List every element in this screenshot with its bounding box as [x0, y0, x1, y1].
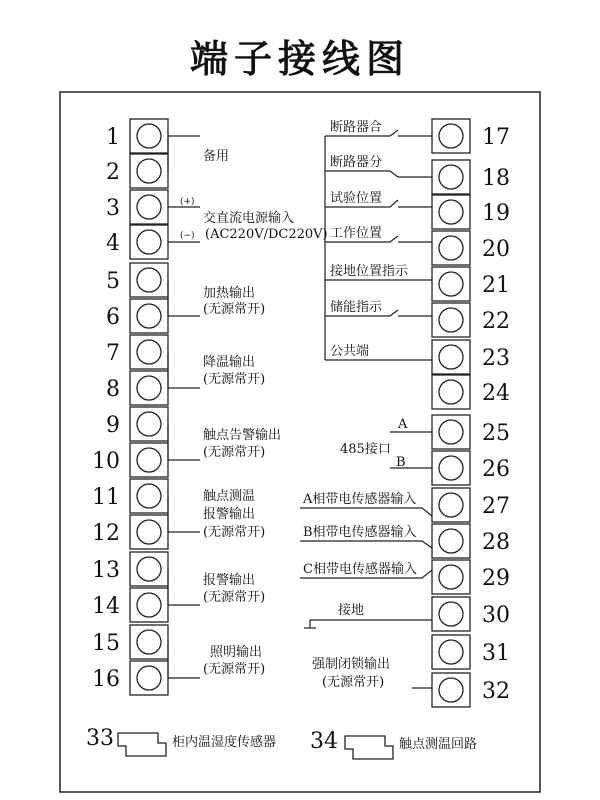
- left-terminal-block: [92, 119, 168, 695]
- label-phase-b-sensor: B相带电传感器输入: [303, 525, 417, 540]
- right-terminal-number: 28: [482, 530, 510, 555]
- left-terminal-number: 2: [106, 160, 120, 185]
- right-terminal-number: 25: [482, 421, 510, 446]
- label-ground: 接地: [338, 603, 365, 618]
- label-energy-storage: 储能指示: [330, 300, 383, 315]
- right-terminal-number: 32: [482, 679, 510, 704]
- left-terminal-number: 7: [106, 341, 120, 366]
- label-cooling-passive: (无源常开): [203, 372, 266, 387]
- label-contact-alarm-output: 触点告警输出: [203, 428, 282, 443]
- right-terminal-number: 29: [482, 566, 510, 591]
- label-forced-lock-passive: (无源常开): [322, 675, 385, 690]
- label-work-position: 工作位置: [330, 226, 383, 241]
- label-sensor-34: 触点测温回路: [399, 737, 478, 752]
- left-wiring: [168, 136, 200, 678]
- right-terminal-number: 18: [482, 166, 510, 191]
- right-terminal-number: 24: [482, 381, 510, 406]
- label-test-position: 试验位置: [330, 191, 383, 206]
- left-terminal-number: 12: [92, 521, 120, 546]
- label-minus: (−): [180, 231, 195, 241]
- label-sensor-33: 柜内温湿度传感器: [172, 735, 277, 750]
- label-cooling-output: 降温输出: [203, 355, 256, 370]
- left-terminal-number: 8: [106, 377, 120, 402]
- left-terminal-number: 10: [92, 449, 120, 474]
- label-rs485-b: B: [396, 455, 406, 470]
- right-terminal-number: 27: [482, 494, 510, 519]
- right-terminal-block: [432, 119, 510, 707]
- label-forced-lock-output: 强制闭锁输出: [312, 657, 391, 672]
- right-terminal-number: 20: [482, 237, 510, 262]
- label-plus: (+): [180, 197, 195, 207]
- label-lighting-output: 照明输出: [210, 645, 263, 660]
- label-power-input: 交直流电源输入: [203, 211, 295, 226]
- label-breaker-open: 断路器分: [330, 155, 383, 170]
- label-contact-temp-2: 报警输出: [203, 507, 256, 522]
- label-lighting-passive: (无源常开): [203, 662, 266, 677]
- label-breaker-close: 断路器合: [330, 120, 383, 135]
- connector-34: [345, 736, 393, 759]
- right-terminal-number: 30: [482, 603, 510, 628]
- left-terminal-number: 14: [92, 594, 120, 619]
- left-terminal-number: 1: [106, 125, 120, 150]
- left-terminal-number: 4: [106, 231, 120, 256]
- label-heating-passive: (无源常开): [203, 302, 266, 317]
- right-terminal-number: 21: [482, 273, 510, 298]
- label-phase-a-sensor: A相带电传感器输入: [303, 492, 417, 507]
- label-alarm-output: 报警输出: [203, 573, 256, 588]
- left-terminal-number: 3: [106, 196, 120, 221]
- right-terminal-number: 23: [482, 346, 510, 371]
- label-contact-temp-1: 触点测温: [203, 489, 256, 504]
- label-rs485-a: A: [398, 417, 408, 432]
- label-power-spec: (AC220V/DC220V): [205, 227, 328, 242]
- label-alarm-passive: (无源常开): [203, 590, 266, 605]
- left-terminal-number: 15: [92, 631, 120, 656]
- left-terminal-number: 16: [92, 667, 120, 692]
- label-rs485: 485接口: [340, 442, 391, 457]
- left-terminal-number: 5: [106, 269, 120, 294]
- right-wiring: [300, 130, 432, 688]
- left-terminal-number: 13: [92, 558, 120, 583]
- label-spare: 备用: [203, 149, 230, 164]
- right-terminal-number: 22: [482, 309, 510, 334]
- label-ground-position: 接地位置指示: [330, 264, 409, 279]
- label-phase-c-sensor: C相带电传感器输入: [303, 562, 417, 577]
- connector-33: [118, 733, 166, 756]
- left-terminal-number: 11: [92, 485, 120, 510]
- left-terminal-number: 6: [106, 305, 120, 330]
- label-contact-alarm-passive: (无源常开): [203, 445, 266, 460]
- label-heating-output: 加热输出: [203, 286, 256, 301]
- label-contact-temp-passive: (无源常开): [203, 525, 266, 540]
- left-terminal-number: 9: [106, 413, 120, 438]
- right-terminal-number: 17: [482, 125, 510, 150]
- right-terminal-number: 31: [482, 641, 510, 666]
- label-common: 公共端: [330, 344, 370, 359]
- right-terminal-number: 26: [482, 457, 510, 482]
- terminal-number-34: 34: [310, 729, 338, 754]
- terminal-number-33: 33: [86, 726, 114, 751]
- page-title: 端子接线图: [189, 37, 410, 81]
- right-terminal-number: 19: [482, 201, 510, 226]
